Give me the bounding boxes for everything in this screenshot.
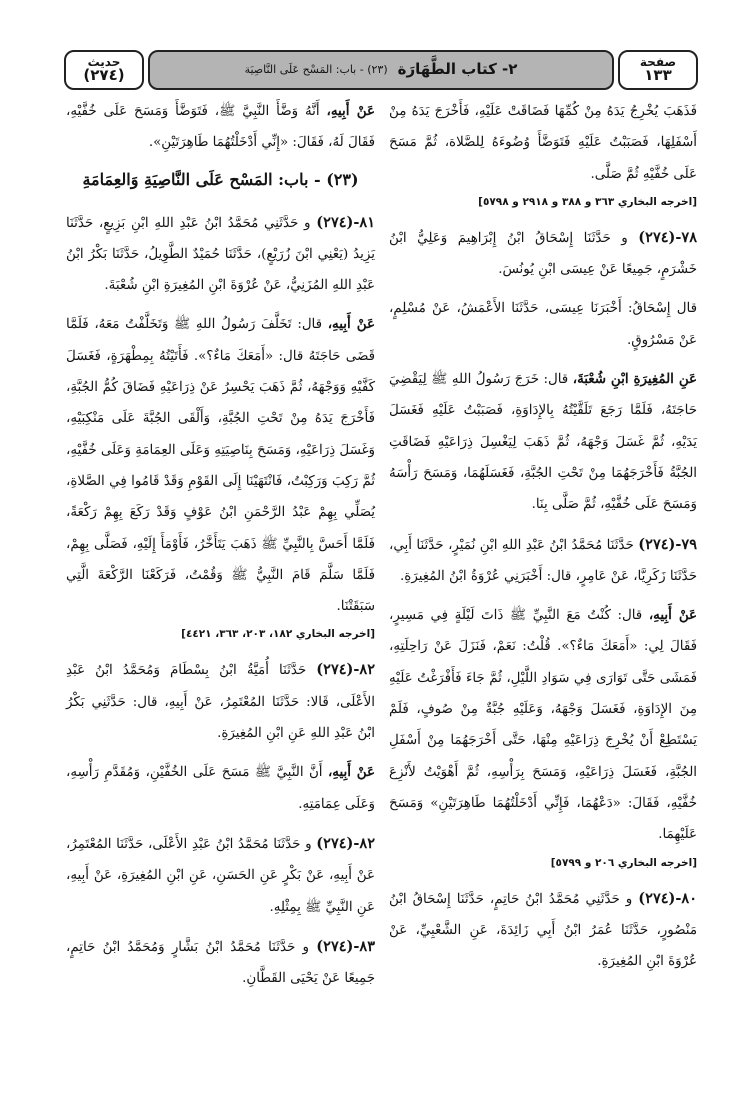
running-title [148,50,614,90]
hadith-text: و حَدَّثَنَا إِسْحَاقُ ابْنُ إِبْرَاهِيمَ وَعَلِيُّ ابْنُ خَشْرَمٍ، جَمِيعًا عَنْ عِيسَى ابْنِ يُونُسَ. [389,230,697,278]
bukhari-reference: [اخرجه البخاري ٣٦٣ و ٣٨٨ و ٢٩١٨ و ٥٧٩٨] [478,195,697,208]
hadith-text: حَدَّثَنَا مُحَمَّدُ ابْنُ عَبْدِ اللهِ ابْنِ نُمَيْرٍ، حَدَّثَنَا أَبِي، حَدَّثَنَا زَكَرِيَّا، عَنْ عَامِرٍ، قال: أَخْبَرَنِي عُرْوَةُ ابْنُ المُغِيرَةِ. [389,537,697,584]
narrator-name: عَنِ المُغِيرَةِ ابْنِ شُعْبَةَ، [572,371,698,388]
narration-paragraph [389,293,697,356]
hadith-paragraph [66,207,375,302]
hadith-text: و حَدَّثَنَا مُحَمَّدُ ابْنُ بَشَّارٍ وَمُحَمَّدُ ابْنُ حَاتِمٍ، جَمِيعًا عَنْ يَحْيَى القَطَّانِ. [66,939,375,987]
chapter-title: (٢٣) - باب: المَسْح عَلَى النَّاصِيَة [244,63,388,77]
narrator-name: عَنْ أَبِيهِ، [327,764,375,781]
page-header [64,50,698,90]
narrator-name: عَنْ أَبِيهِ، [326,103,375,119]
hadith-number: ٨٢-(٢٧٤) [316,834,375,852]
hadith-text: و حَدَّثَنِي مُحَمَّدُ ابْنُ عَبْدِ اللهِ ابْنِ بَزِيعٍ، حَدَّثَنَا يَزِيدُ (يَعْنِي ابْنَ زُرَيْعٍ)، حَدَّثَنَا حُمَيْدٌ الطَّوِيلُ، حَدَّثَنَا بَكْرُ ابْنُ عَبْدِ اللهِ المُزَنِيُّ، عَنْ عُرْوَةَ ابْنِ المُغِيرَةِ ابْنِ شُعْبَةَ. [66,215,375,294]
hadith-paragraph [66,654,375,749]
narration-paragraph [66,96,375,159]
narration-paragraph [389,600,697,850]
hadith-paragraph [389,529,697,593]
hadith-number: ٨٢-(٢٧٤) [316,661,375,679]
hadith-text: أَنَّ النَّبِيَّ ﷺ مَسَحَ عَلَى الخُفَّيْنِ، وَمُقَدَّمِ رَأْسِهِ، وَعَلَى عِمَامَتِهِ. [66,765,375,812]
hadith-text: قال إِسْحَاقُ: أَخْبَرَنَا عِيسَى، حَدَّثَنَا الأَعْمَشُ، عَنْ مُسْلِمٍ، عَنْ مَسْرُوقٍ. [389,301,697,348]
hadith-text: حَدَّثَنَا أُمَيَّةُ ابْنُ بِسْطَامَ وَمُحَمَّدُ ابْنُ عَبْدِ الأَعْلَى، قَالا: حَدَّثَنَا المُعْتَمِرُ، عَنْ أَبِيهِ، قال: حَدَّثَنِي بَكْرُ ابْنُ عَبْدِ اللهِ عَنِ ابْنِ المُغِيرَةِ. [66,663,375,742]
hadith-number: ٨٣-(٢٧٤) [316,937,375,955]
page-number: ١٣٣ [644,66,672,85]
page-label: صفحة [639,54,677,69]
narration-paragraph [389,364,697,520]
narration-paragraph [66,757,375,820]
hadith-paragraph [66,828,375,923]
bukhari-reference: [اخرجه البخاري ٢٠٦ و ٥٧٩٩] [550,856,697,869]
hadith-number: ٨١-(٢٧٤) [316,213,375,231]
hadith-paragraph [389,222,697,286]
book-title: ٢- كتاب الطَّهَارَة [397,60,518,79]
hadith-text: و حَدَّثَنِي مُحَمَّدُ ابْنُ حَاتِمٍ، حَدَّثَنَا إِسْحَاقُ ابْنُ مَنْصُورٍ، حَدَّثَنَا عُمَرُ ابْنُ أَبِي زَائِدَةَ، عَنِ الشَّعْبِيِّ، عَنْ عُرْوَةَ ابْنِ المُغِيرَةِ. [389,891,697,970]
narrator-name: عَنْ أَبِيهِ، [648,607,698,624]
left-column [66,96,375,1096]
right-column [389,96,697,1096]
hadith-text: قال: خَرَجَ رَسُولُ اللهِ ﷺ لِيَقْضِيَ حَاجَتَهُ، فَلَمَّا رَجَعَ تَلَقَّيْتُهُ بِالإِدَاوَةِ، فَصَبَبْتُ عَلَيْهِ فَغَسَلَ يَدَيْهِ، ثُمَّ غَسَلَ وَجْهَهُ، ثُمَّ ذَهَبَ لِيَغْسِلَ ذِرَاعَيْهِ فَضَاقَتِ الجُبَّةُ فَأَخْرَجَهُمَا مِنْ تَحْتِ الجُبَّةِ، فَغَسَلَهُمَا، وَمَسَحَ رَأْسَهُ وَمَسَحَ عَلَى خُفَّيْهِ، ثُمَّ صَلَّى بِنَا. [389,372,697,513]
hadith-paragraph [66,931,375,995]
hadith-text: فَذَهَبَ يُخْرِجُ يَدَهُ مِنْ كُمِّهَا فَضَاقَتْ عَلَيْهِ، فَأَخْرَجَ يَدَهُ مِنْ أَسْفَلِهَا، فَصَبَبْتُ عَلَيْهِ فَتَوَضَّأَ وُضُوءَهُ لِلصَّلاة، ثُمَّ مَسَحَ عَلَى خُفَّيْهِ ثُمَّ صَلَّى. [389,104,697,182]
narrator-name: عَنْ أَبِيهِ، [327,316,375,333]
hadith-number: ٧٩-(٢٧٤) [638,535,697,553]
narration-paragraph [389,96,697,190]
bukhari-reference: [اخرجه البخاري ١٨٢، ٢٠٣، ٣٦٣، ٤٤٢١] [181,628,375,641]
hadith-text: أَنَّهُ وَضَّأَ النَّبِيَّ ﷺ، فَتَوَضَّأَ وَمَسَحَ عَلَى خُفَّيْهِ، فَقَالَ لَهُ، فَقَالَ: «إِنِّي أَدْخَلْتُهُمَا طَاهِرَتَيْنِ». [66,104,375,151]
narration-paragraph [66,309,375,622]
chapter-heading: (٢٣) - باب: المَسْح عَلَى النَّاصِيَةِ وَالعِمَامَةِ [82,169,359,189]
hadith-number: (٢٧٤) [83,66,125,85]
hadith-number: ٨٠-(٢٧٤) [638,889,697,907]
page-number-box [618,50,698,90]
hadith-number-box [64,50,144,90]
hadith-paragraph [389,883,697,978]
hadith-number: ٧٨-(٢٧٤) [638,228,697,246]
hadith-text: قال: كُنْتُ مَعَ النَّبِيِّ ﷺ ذَاتَ لَيْلَةٍ فِي مَسِيرٍ، فَقَالَ لِي: «أَمَعَكَ مَاءٌ؟». قُلْتُ: نَعَمْ، فَنَزَلَ عَنْ رَاحِلَتِهِ، فَمَشَى حَتَّى تَوَارَى فِي سَوَادِ اللَّيْلِ، ثُمَّ جَاءَ فَأَفْرَغْتُ عَلَيْهِ مِنَ الإِدَاوَةِ، فَغَسَلَ وَجْهَهُ، وَعَلَيْهِ جُبَّةٌ مِنْ صُوفٍ، فَلَمْ يَسْتَطِعْ أَنْ يُخْرِجَ ذِرَاعَيْهِ مِنْهَا، حَتَّى أَخْرَجَهُمَا مِنْ أَسْفَلِ الجُبَّةِ، فَغَسَلَ ذِرَاعَيْهِ، وَمَسَحَ بِرَأْسِهِ، ثُمَّ أَهْوَيْتُ لأَنْزِعَ خُفَّيْهِ، فَقَالَ: «دَعْهُمَا، فَإِنِّي أَدْخَلْتُهُمَا طَاهِرَتَيْنِ» وَمَسَحَ عَلَيْهِمَا. [389,608,697,843]
hadith-text: و حَدَّثَنَا مُحَمَّدُ ابْنُ عَبْدِ الأَعْلَى، حَدَّثَنَا المُعْتَمِرُ، عَنْ أَبِيهِ، عَنْ بَكْرٍ عَنِ الحَسَنِ، عَنِ ابْنِ المُغِيرَةِ، عَنْ أَبِيهِ، عَنِ النَّبِيِّ ﷺ بِمِثْلِهِ. [66,836,375,915]
hadith-label: حديث [87,54,121,69]
hadith-text: قال: تَخَلَّفَ رَسُولُ اللهِ ﷺ وَتَخَلَّفْتُ مَعَهُ، فَلَمَّا قَضَى حَاجَتَهُ قال: «أَمَعَكَ مَاءٌ؟». فَأَتَيْتُهُ بِمِطْهَرَةٍ، فَغَسَلَ كَفَّيْهِ وَوَجْهَهُ، ثُمَّ ذَهَبَ يَحْسِرُ عَنْ ذِرَاعَيْهِ فَضَاقَ كُمُّ الجُبَّةِ، فَأَخْرَجَ يَدَهُ مِنْ تَحْتِ الجُبَّةِ، وَأَلْقَى الجُبَّةَ عَلَى مَنْكِبَيْهِ، وَغَسَلَ ذِرَاعَيْهِ، وَمَسَحَ بِنَاصِيَتِهِ وَعَلَى العِمَامَةِ وَعَلَى خُفَّيْهِ، ثُمَّ رَكِبَ وَرَكِبْتُ، فَانْتَهَيْنَا إِلَى القَوْمِ وَقَدْ قَامُوا فِي الصَّلاةِ، يُصَلِّي بِهِمْ عَبْدُ الرَّحْمَنِ ابْنُ عَوْفٍ وَقَدْ رَكَعَ بِهِمْ رَكْعَةً، فَلَمَّا أَحَسَّ بِالنَّبِيِّ ﷺ ذَهَبَ يَتَأَخَّرُ، فَأَوْمَأَ إِلَيْهِ، فَصَلَّى بِهِمْ، فَلَمَّا سَلَّمَ قَامَ النَّبِيُّ ﷺ وَقُمْتُ، فَرَكَعْنَا الرَّكْعَةَ الَّتِي سَبَقَتْنَا. [66,317,375,615]
